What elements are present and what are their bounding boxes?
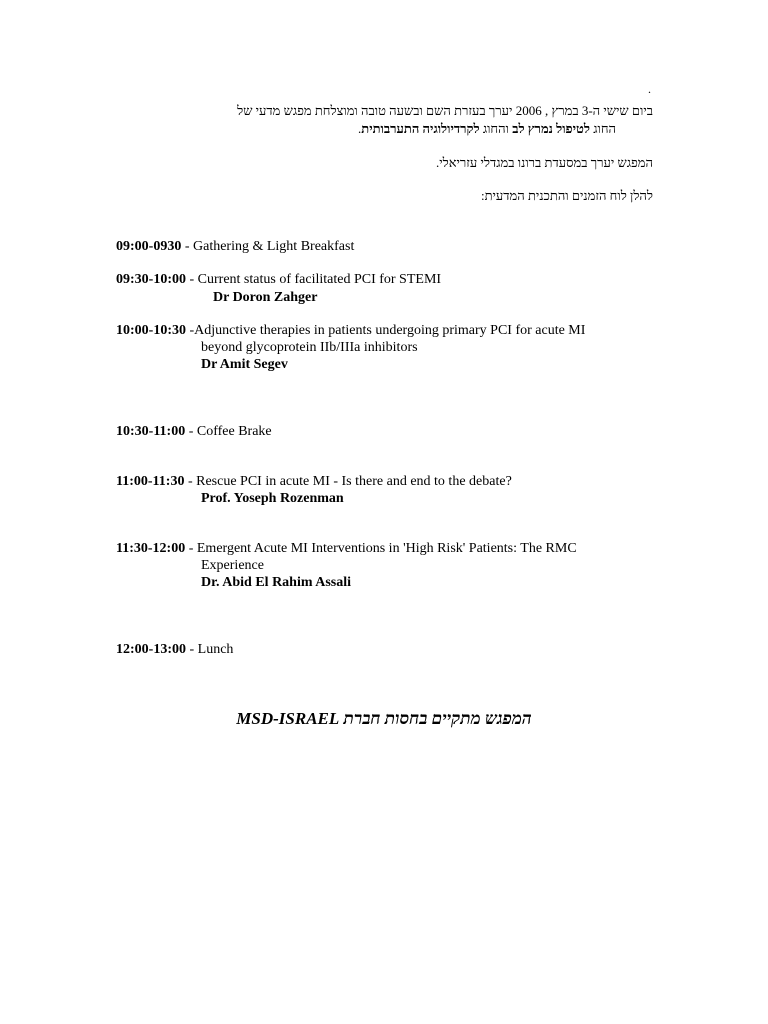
sponsor-text: המפגש מתקיים בחסות חברת (343, 709, 532, 728)
slot-time: 10:00-10:30 (116, 323, 186, 338)
intro-line: ביום שישי ה-3 במרץ , 2006 יערך בעזרת השם ובשעה טובה ומוצלחת מפגש מדעי של (237, 103, 653, 118)
circle-name-cardiac-care: לטיפול נמרץ לב (512, 121, 590, 136)
schedule-intro-line: להלן לוח הזמנים והתכנית המדעית: (480, 188, 653, 203)
circles-line-middle: והחוג (479, 121, 513, 136)
slot-title: - Gathering & Light Breakfast (181, 239, 355, 254)
slot-title: - Current status of facilitated PCI for STEMI (186, 272, 442, 287)
schedule-item (116, 540, 577, 557)
slot-speaker: Dr Doron Zahger (213, 290, 318, 305)
circles-line-end: . (358, 121, 362, 136)
schedule-item (116, 473, 512, 490)
slot-time: 11:00-11:30 (116, 474, 185, 489)
schedule-item (116, 641, 233, 658)
schedule-item (116, 271, 441, 288)
schedule-item (116, 238, 354, 255)
stray-dot: . (648, 82, 651, 96)
slot-title: - Rescue PCI in acute MI - Is there and end to the debate? (184, 474, 512, 489)
schedule-item (116, 423, 272, 440)
slot-title-continuation: beyond glycoprotein IIb/IIIa inhibitors (201, 340, 418, 355)
slot-title: - Coffee Brake (185, 424, 272, 439)
slot-title: -Adjunctive therapies in patients undergoing primary PCI for acute MI (186, 323, 586, 338)
slot-title: - Emergent Acute MI Interventions in 'High Risk' Patients: The RMC (185, 541, 577, 556)
circle-name-interventional-cardiology: לקרדיולוגיה התערבותית (361, 121, 480, 136)
slot-time: 12:00-13:00 (116, 642, 186, 657)
venue-line: המפגש יערך במסעדת ברונו במגדלי עזריאלי. (435, 155, 653, 170)
circles-line-prefix: החוג (589, 121, 616, 136)
slot-title-continuation: Experience (201, 558, 264, 573)
schedule-item (116, 322, 585, 339)
slot-time: 09:30-10:00 (116, 272, 186, 287)
circles-line (358, 120, 616, 137)
slot-speaker: Prof. Yoseph Rozenman (201, 491, 344, 506)
slot-time: 09:00-0930 (116, 239, 182, 254)
sponsor-line (0, 709, 768, 729)
slot-time: 11:30-12:00 (116, 541, 186, 556)
slot-speaker: Dr. Abid El Rahim Assali (201, 575, 352, 590)
slot-speaker: Dr Amit Segev (201, 357, 288, 372)
slot-title: - Lunch (186, 642, 234, 657)
slot-time: 10:30-11:00 (116, 424, 186, 439)
sponsor-company: MSD-ISRAEL (236, 709, 340, 728)
